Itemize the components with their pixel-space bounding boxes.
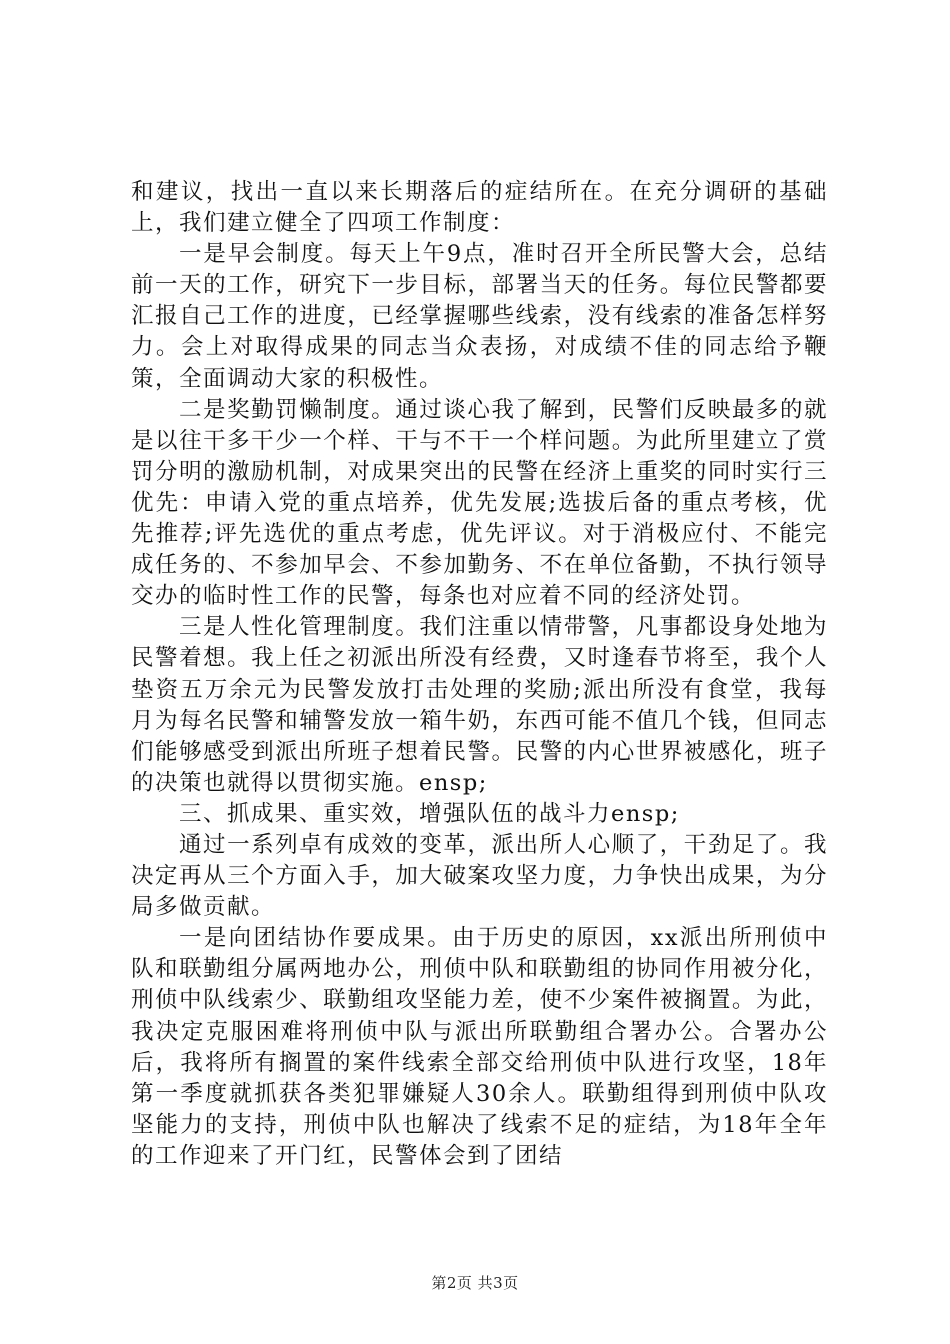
paragraph-reward-punishment: 二是奖勤罚懒制度。通过谈心我了解到，民警们反映最多的就是以往干多干少一个样、干与不干一个样问题。为此所里建立了赏罚分明的激励机制，对成果突出的民警在经济上重奖的同时实行三优先：申请入党的重点培养，优先发展;选拔后备的重点考核，优先推荐;评先选优的重点考虑，优先评议。对于消极应付、不能完成任务的、不参加早会、不参加勤务、不在单位备勤，不执行领导交办的临时性工作的民警，每条也对应着不同的经济处罚。: [131, 396, 828, 610]
paragraph-teamwork: 一是向团结协作要成果。由于历史的原因，xx派出所刑侦中队和联勤组分属两地办公，刑侦中队和联勤组的协同作用被分化，刑侦中队线索少、联勤组攻坚能力差，使不少案件被搁置。为此，我决定克服困难将刑侦中队与派出所联勤组合署办公。合署办公后，我将所有搁置的案件线索全部交给刑侦中队进行攻坚，18年第一季度就抓获各类犯罪嫌疑人30余人。联勤组得到刑侦中队攻坚能力的支持，刑侦中队也解决了线索不足的症结，为18年全年的工作迎来了开门红，民警体会到了团结: [131, 925, 828, 1169]
document-body: [131, 177, 828, 1172]
page-number-footer: 第2页 共3页: [431, 1274, 519, 1292]
section-heading-three: 三、抓成果、重实效，增强队伍的战斗力ensp;: [179, 800, 680, 827]
paragraph-humanized-management: 三是人性化管理制度。我们注重以情带警，凡事都设身处地为民警着想。我上任之初派出所没有经费，又时逢春节将至，我个人垫资五万余元为民警发放打击处理的奖励;派出所没有食堂，我每月为每名民警和辅警发放一箱牛奶，东西可能不值几个钱，但同志们能够感受到派出所班子想着民警。民警的内心世界被感化，班子的决策也就得以贯彻实施。ensp;: [131, 614, 828, 796]
paragraph-intro-continuation: 和建议，找出一直以来长期落后的症结所在。在充分调研的基础上，我们建立健全了四项工作制度：: [131, 179, 828, 237]
paragraph-reform-results: 通过一系列卓有成效的变革，派出所人心顺了，干劲足了。我决定再从三个方面入手，加大破案攻坚力度，力争快出成果，为分局多做贡献。: [131, 831, 828, 921]
paragraph-morning-meeting: 一是早会制度。每天上午9点，准时召开全所民警大会，总结前一天的工作，研究下一步目标，部署当天的任务。每位民警都要汇报自己工作的进度，已经掌握哪些线索，没有线索的准备怎样努力。会上对取得成果的同志当众表扬，对成绩不佳的同志给予鞭策，全面调动大家的积极性。: [131, 241, 828, 392]
